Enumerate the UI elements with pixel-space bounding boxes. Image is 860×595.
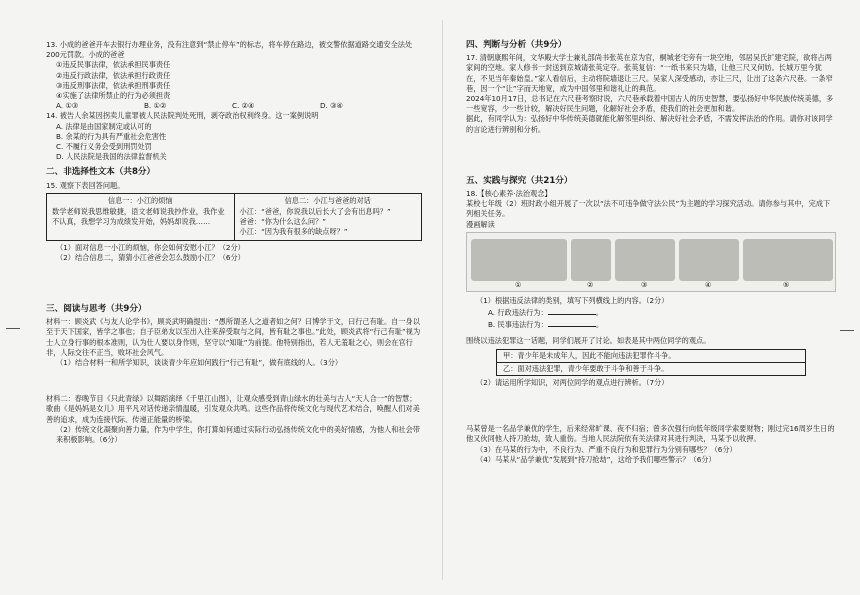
option[interactable]: B. 余某的行为具有严重社会危害性 [56, 131, 167, 141]
panel-number: ① [515, 280, 522, 289]
answer-space[interactable] [46, 263, 422, 299]
fill-line: B. 民事违法行为： 。 [488, 320, 604, 330]
comic-strip-image [466, 232, 836, 292]
viewpoint-table [496, 349, 806, 376]
material-2: 材料二：春晚节目《只此青绿》以舞蹈演绎《千里江山图》，让观众感受到青山绿水的壮美与古人“天人合一”的智慧；歌曲《是妈妈是女儿》用平凡对话传递亲情温暖，引发观众共鸣。这些作品将传统文化与现代艺术结合，唤醒人们对美善的追求，成为连接代际、传递正能量的桥梁。 [46, 394, 420, 424]
viewpoint: 乙：面对违法犯罪，青少年要敢于斗争和善于斗争。 [497, 362, 805, 375]
question-13-statements [46, 60, 422, 101]
option[interactable]: A. ①③ [56, 101, 79, 111]
panel-number: ② [587, 280, 594, 289]
fill-blank[interactable] [548, 306, 596, 315]
statement: ④实施了法律所禁止的行为必须担责 [56, 91, 171, 101]
comic-panel-4 [679, 239, 739, 281]
statement: ①违反民事法律，依法承担民事责任 [56, 60, 171, 70]
dialog-line: 小江：“爸爸，你说我以后长大了会有出息吗？” [239, 207, 391, 217]
info-table [46, 193, 422, 241]
sub-question: （4）马某从“品学兼优”发展到“持刀抢劫”，这给予我们哪些警示？（6分） [476, 454, 716, 464]
sub-question: （1）结合材料一和所学知识，谈谈青少年应如何践行“行己有耻”，做有底线的人。（3分） [56, 358, 343, 368]
right-column [466, 40, 836, 465]
comic-panel-2 [571, 239, 611, 281]
option[interactable]: C. ②④ [232, 101, 255, 111]
section-heading: 二、非选择性文本（共8分） [46, 167, 156, 178]
info-title: 信息一：小江的烦恼 [107, 195, 173, 205]
fill-line: A. 行政违法行为： 。 [488, 308, 603, 318]
question-13-stem: 13. 小成的爸爸开车去银行办理业务，没有注意到“禁止停车”的标志，将车停在路边，被交警依据道路交通安全法处200元罚款。小成的爸爸 [46, 40, 413, 60]
dialog-line: 小江：“因为我有很多的缺点呀？” [239, 227, 348, 237]
sub-question: （2）传统文化凝聚向善力量，作为中学生，你打算如何通过实际行动弘扬传统文化中的美好情感，为他人和社会带来积极影响。（6分） [56, 424, 420, 445]
question-17-passage: 17. 清朝康熙年间，文华殿大学士兼礼部尚书张英在京为官，桐城老宅旁有一块空地，邻居吴氏扩建宅院，欲将占两家间的空地。家人修书一封送到京城请张英定夺。张英复信：“一纸书来只为墙，让他三尺又何妨。长城万里今犹在，不见当年秦始皇。”家人看信后，主动将院墙退让三尺。吴家人深受感动，亦让三尺，让出了这条六尺巷。一条窄巷，因一个“让”字而天地宽，成为中国邻里和谐礼让的典范。 [466, 53, 833, 93]
statement: ②违反行政法律，依法承担行政责任 [56, 70, 171, 80]
panel-number: ④ [705, 280, 712, 289]
section-heading: 三、阅读与思考（共9分） [46, 304, 147, 315]
case-material: 马某曾是一名品学兼优的学生，后来经常旷课、夜不归宿；曾多次强行向低年级同学索要财物；刚过完16周岁生日的他又伙同他人持刀抢劫，致人重伤。当地人民法院依有关法律对其进行判决，马某予以收押。 [466, 424, 835, 444]
binding-mark [840, 330, 854, 331]
material-1: 材料一：顾炎武《与友人论学书》，顾炎武明确提出：“愚所谓圣人之道者如之何？曰博学于文，曰行己有耻。自一身以至于天下国家，皆学之事也；自子臣弟友以至出入往来辞受取与之间，皆有耻之事也。”此处，顾炎武将“行己有耻”视为士人立身行事的根本准则，认为仕人要以身作则，坚守以“知耻”为前提。他特别指出，若人无羞耻之心，则会在官行非，人际交往不正当，败坏社会风气。 [46, 317, 421, 357]
answer-space[interactable] [466, 135, 836, 171]
comic-panel-1 [471, 239, 567, 281]
option[interactable]: B. ①② [144, 101, 167, 111]
answer-space[interactable] [46, 368, 422, 394]
sub-question: （1）面对信息一小江的烦恼，你会如何安慰小江？（2分） [56, 242, 245, 252]
option[interactable]: C. 不履行义务会受到刑罚处罚 [56, 142, 152, 152]
option[interactable]: D. ③④ [320, 101, 343, 111]
viewpoint: 甲：青少年是未成年人，因此不能向违法犯罪作斗争。 [503, 350, 676, 360]
left-column [46, 40, 422, 445]
panel-number: ③ [641, 280, 648, 289]
info-cell-1 [47, 194, 234, 240]
sub-question: （2）请运用所学知识，对两位同学的观点进行辨析。（7分） [476, 378, 669, 388]
question-15-stem: 15. 观察下表回答问题。 [46, 180, 125, 190]
fill-blank[interactable] [548, 318, 596, 327]
comic-caption-title: 漫画解读 [466, 219, 495, 229]
sub-question: （1）根据违反法律的类别，填写下列横线上的内容。（2分） [476, 295, 669, 305]
question-14-options [46, 122, 422, 163]
question-17-prompt: 据此，有同学认为：弘扬好中华传统美德就能化解邻里纠纷、解决好社会矛盾，不需发挥法治的作用。请你对该同学的言论进行辨别和分析。 [466, 114, 833, 134]
question-17-passage: 2024年10月17日，总书记在六尺巷考察时说，六尺巷承载着中国古人的历史智慧，要弘扬好中华民族传统美德，多一些宽容，少一些计较，解决好民生问题，化解好社会矛盾，使我们的社会更加和谐。 [466, 94, 834, 114]
answer-space[interactable] [466, 388, 836, 424]
panel-number: ⑤ [783, 280, 790, 289]
question-18-tag: 18.【核心素养·法治观念】 [466, 189, 552, 199]
discussion-intro: 围绕以违法犯罪这一话题，同学们展开了讨论。如表是其中两位同学的观点。 [466, 336, 711, 346]
question-18-intro: 某校七年级（2）班时政小组开展了一次以“法不可违争做守法公民”为主题的学习探究活动。请你参与其中，完成下列相关任务。 [466, 199, 831, 219]
section-heading: 四、判断与分析（共9分） [466, 40, 567, 50]
option[interactable]: A. 法律是由国家制定或认可的 [56, 121, 152, 131]
binding-mark [6, 328, 20, 329]
fill-label: B. 民事违法行为： [488, 320, 548, 330]
comic-panel-5 [743, 239, 833, 281]
section-heading: 五、实践与探究（共21分） [466, 175, 573, 186]
comic-panel-3 [615, 239, 675, 281]
dialog-line: 爸爸：“你为什么这么问？” [239, 217, 327, 227]
option[interactable]: D. 人民法院是我国的法律监督机关 [56, 152, 167, 162]
page-fold-divider [442, 20, 443, 580]
fill-label: A. 行政违法行为： [488, 308, 548, 318]
info-text: 数学老师说我思维敏捷，语文老师说我抄作业，我作业不认真，我想学习为成绩发开始，妈妈却说我…… [52, 207, 225, 227]
question-14-stem: 14. 被告人余某因拐卖儿童罪被人民法院判处死刑，剥夺政治权利终身。这一案例说明 [46, 111, 319, 121]
statement: ③违反刑事法律，依法承担刑事责任 [56, 80, 171, 90]
question-13-options [46, 101, 422, 111]
sub-question: （2）结合信息二，猜猜小江爸爸会怎么鼓励小江？（6分） [56, 252, 245, 262]
sub-question: （3）在马某的行为中，不良行为、严重不良行为和犯罪行为分别有哪些？（6分） [476, 444, 737, 454]
info-title: 信息二：小江与爸爸的对话 [284, 195, 371, 205]
info-cell-2 [234, 194, 422, 240]
